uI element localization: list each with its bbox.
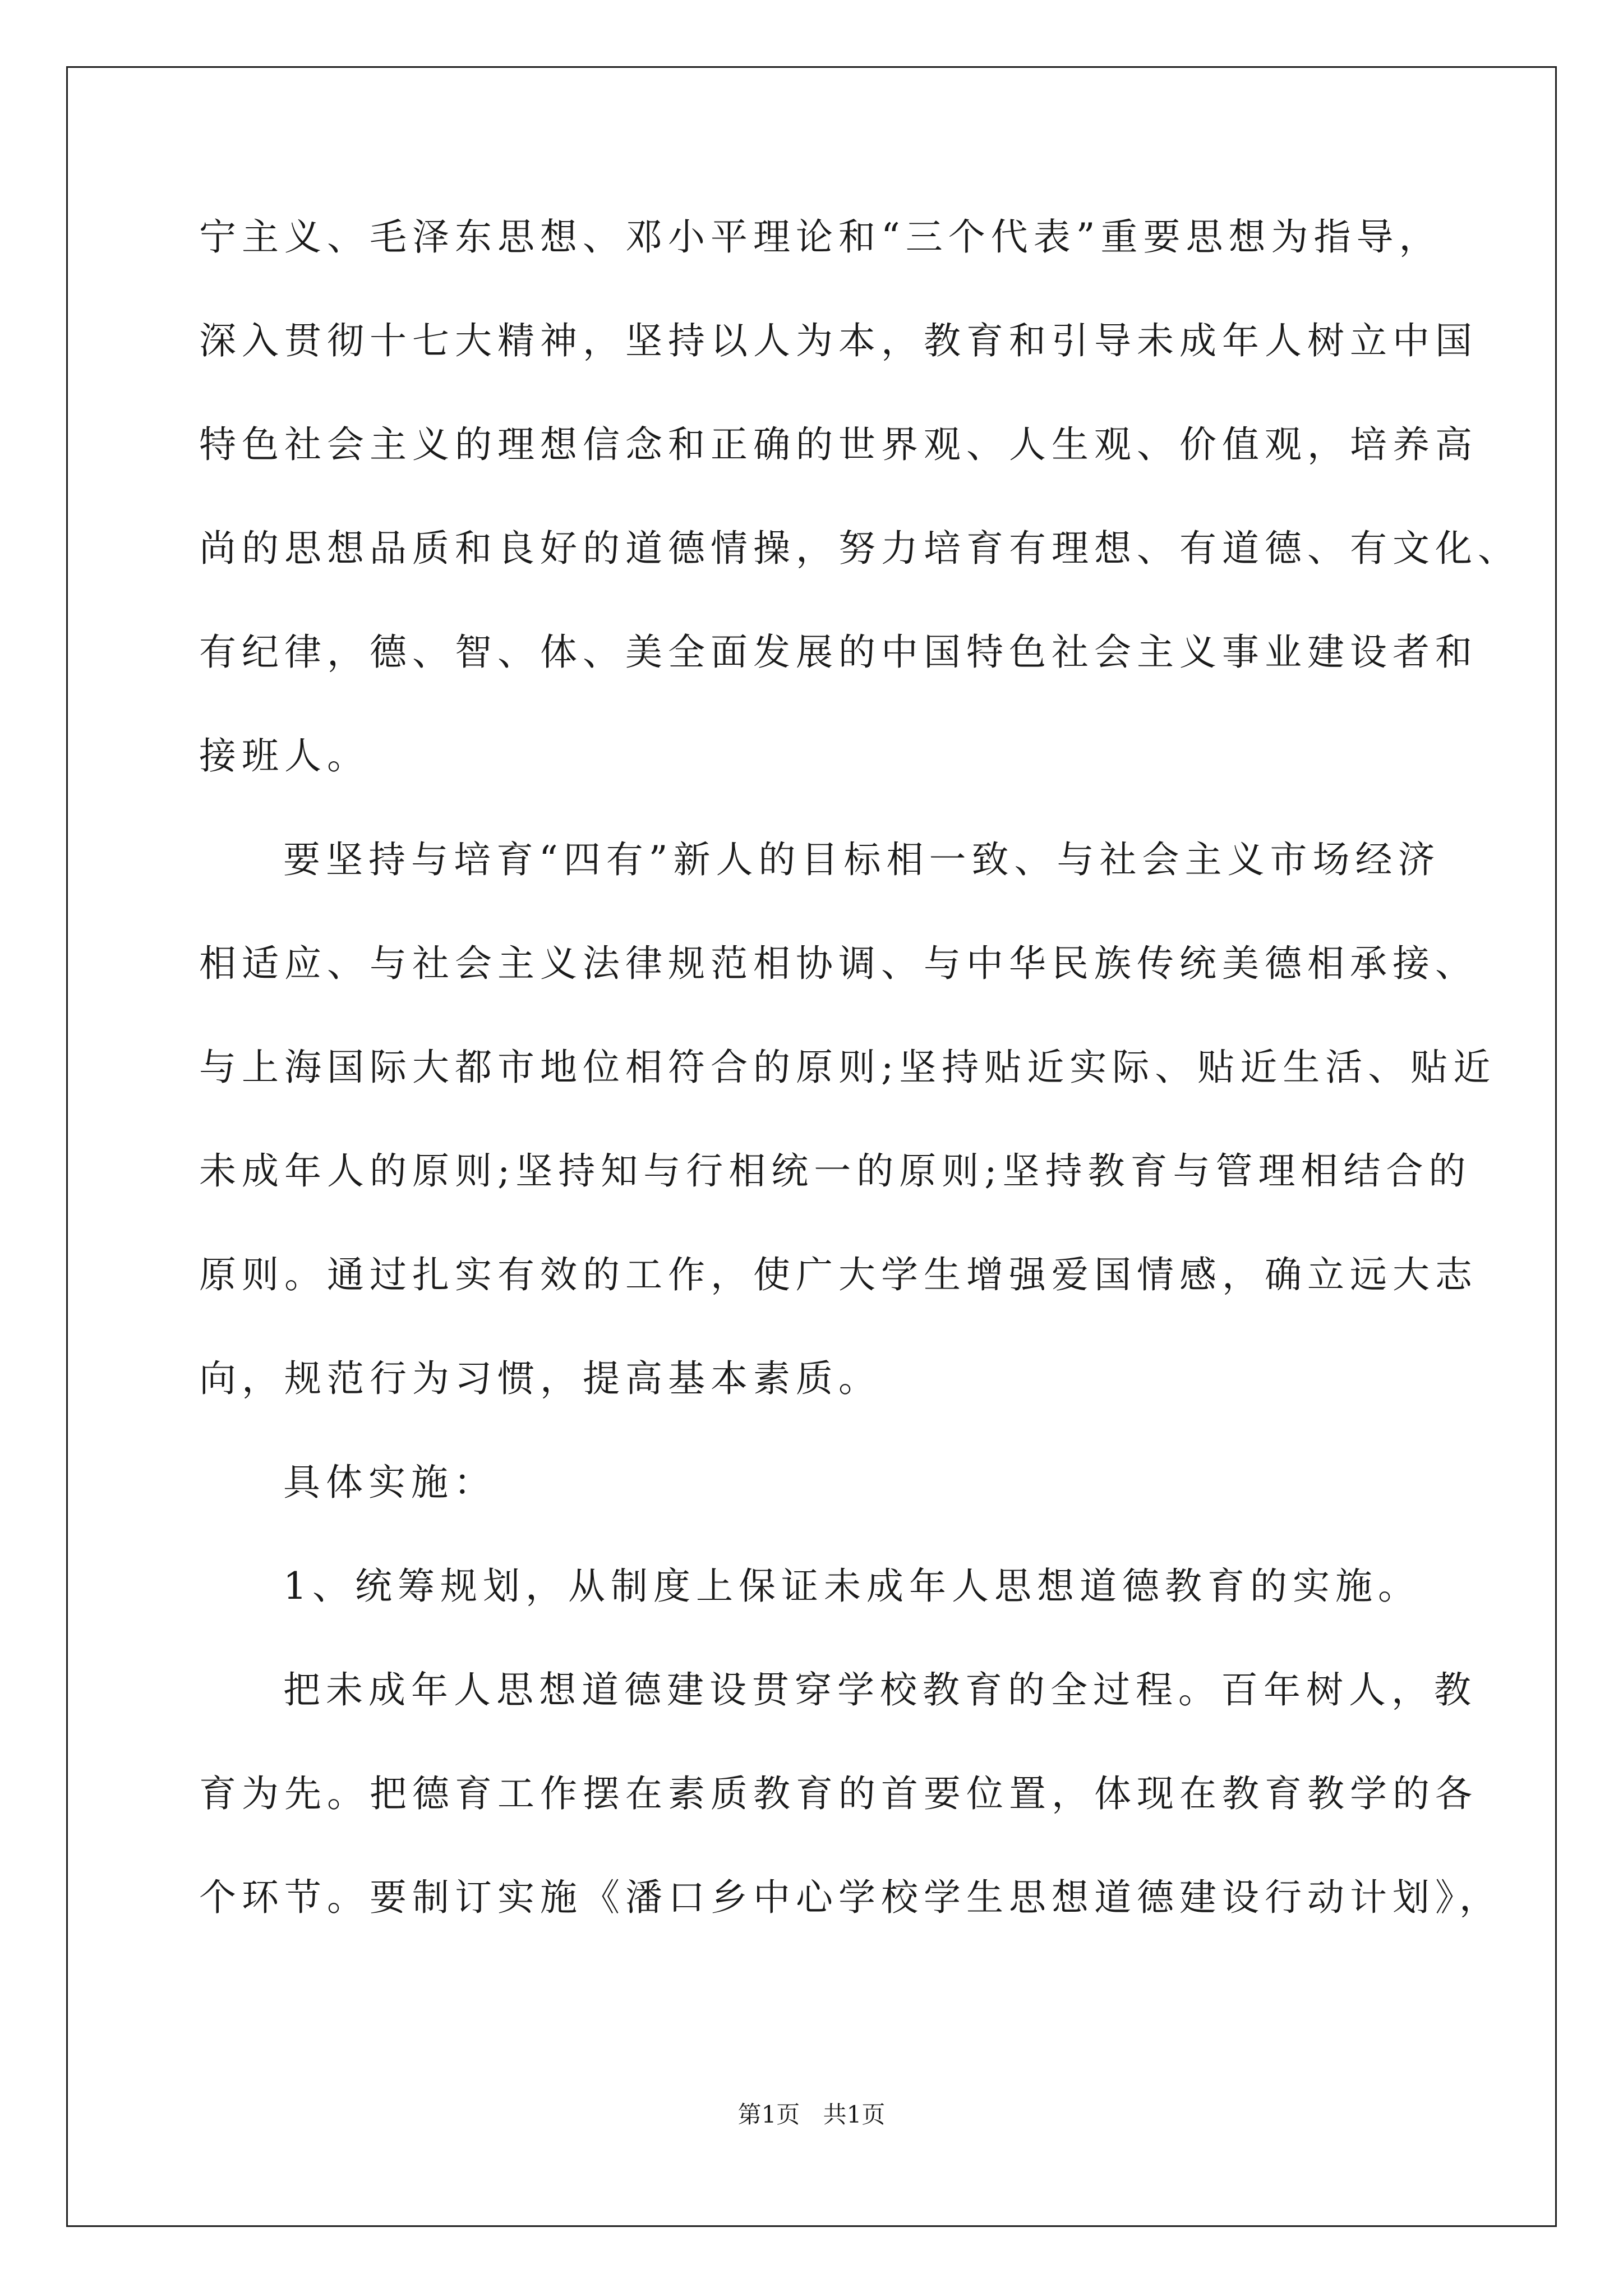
text-line: 原则。通过扎实有效的工作，使广大学生增强爱国情感，确立远大志 — [199, 1253, 1478, 1296]
list-item-heading: 1、统筹规划，从制度上保证未成年人思想道德教育的实施。 — [283, 1565, 1421, 1608]
text-line: 深入贯彻十七大精神，坚持以人为本，教育和引导未成年人树立中国 — [199, 319, 1478, 362]
document-body — [199, 185, 1520, 1949]
text-line: 未成年人的原则;坚持知与行相统一的原则;坚持教育与管理相结合的 — [199, 1149, 1472, 1193]
page-total: 共1页 — [823, 2101, 886, 2128]
paragraph-first-line: 要坚持与培育“四有”新人的目标相一致、与社会主义市场经济 — [283, 838, 1441, 881]
text-line: 有纪律，德、智、体、美全面发展的中国特色社会主义事业建设者和 — [199, 631, 1478, 674]
text-line: 尚的思想品质和良好的道德情操，努力培育有理想、有道德、有文化、 — [199, 527, 1520, 570]
text-line: 宁主义、毛泽东思想、邓小平理论和“三个代表”重要思想为指导， — [199, 215, 1442, 259]
text-line: 个环节。要制订实施《潘口乡中心学校学生思想道德建设行动计划》， — [199, 1876, 1502, 1919]
page-footer — [0, 2098, 1623, 2132]
page-number: 第1页 — [737, 2101, 800, 2128]
text-line: 育为先。把德育工作摆在素质教育的首要位置，体现在教育教学的各 — [199, 1772, 1478, 1815]
section-heading: 具体实施： — [283, 1461, 496, 1504]
text-line: 向，规范行为习惯，提高基本素质。 — [199, 1357, 881, 1400]
text-line: 与上海国际大都市地位相符合的原则;坚持贴近实际、贴近生活、贴近 — [199, 1046, 1496, 1089]
text-line: 接班人。 — [199, 734, 370, 777]
paragraph-first-line: 把未成年人思想道德建设贯穿学校教育的全过程。百年树人，教 — [283, 1668, 1477, 1711]
text-line: 特色社会主义的理想信念和正确的世界观、人生观、价值观，培养高 — [199, 423, 1478, 466]
text-line: 相适应、与社会主义法律规范相协调、与中华民族传统美德相承接、 — [199, 942, 1478, 985]
